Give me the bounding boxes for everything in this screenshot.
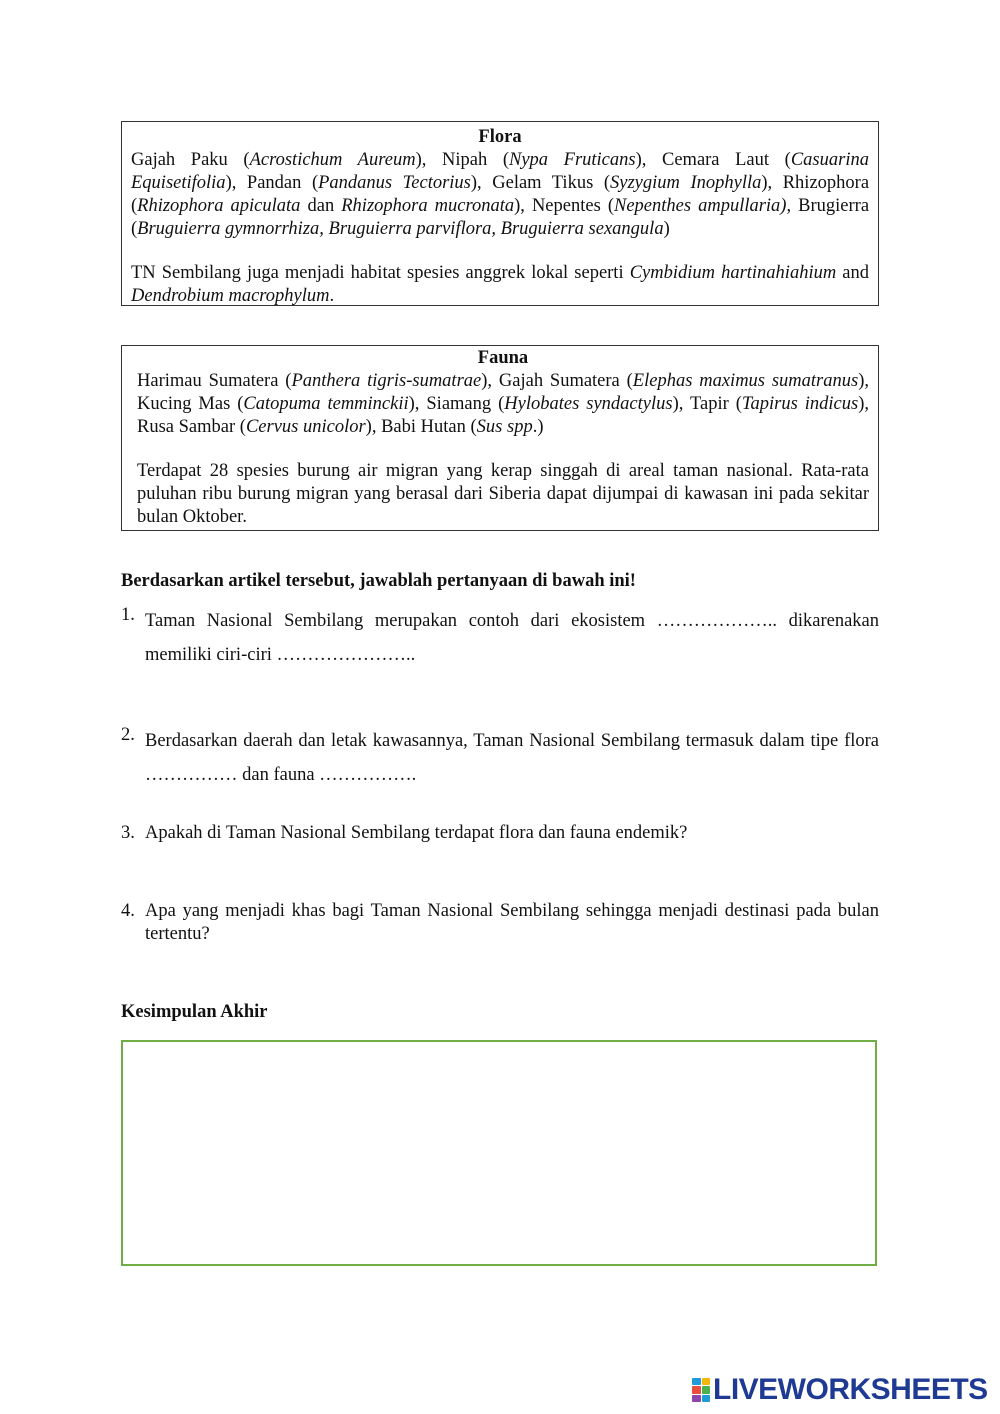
flora-orchid-note: TN Sembilang juga menjadi habitat spesies anggrek lokal seperti Cymbidium hartinahiahium and Dendrobium macrophylum. — [131, 263, 870, 306]
flora-name: Nipah — [441, 150, 488, 170]
conclusion-answer-box[interactable] — [121, 1040, 877, 1266]
fauna-bird-note: Terdapat 28 spesies burung air migran yang kerap singgah di areal taman nasional. Rata-rata puluhan ribu burung migran yang berasal dari Siberia dapat dijumpai di kawasan ini pada sekitar bulan Oktober. — [137, 461, 869, 527]
fauna-name: Siamang — [426, 394, 492, 414]
flora-box — [121, 121, 879, 306]
question-number: 2. — [121, 725, 135, 745]
question-text: Apakah di Taman Nasional Sembilang terdapat flora dan fauna endemik? — [145, 823, 688, 843]
flora-latin: Acrostichum Aureum — [249, 150, 416, 170]
flora-name: Rhizophora — [782, 173, 870, 193]
flora-latin: Syzygium Inophylla — [610, 173, 762, 193]
flora-name: Pandan — [246, 173, 302, 193]
flora-name: Gelam Tikus — [492, 173, 594, 193]
question-text: Apa yang menjadi khas bagi Taman Nasional Sembilang sehingga menjadi destinasi pada bulan tertentu? — [145, 901, 879, 944]
fauna-name: Tapir — [689, 394, 729, 414]
flora-latin: Casuarina Equisetifolia — [131, 150, 869, 193]
flora-latin: Bruguierra gymnorrhiza, Bruguierra parviflora, Bruguierra sexangula — [137, 219, 664, 239]
flora-latin: Nepenthes ampullaria) — [613, 196, 787, 216]
orchid-species: Dendrobium macrophylum — [131, 286, 330, 306]
question-item[interactable] — [121, 900, 879, 946]
question-number: 1. — [121, 605, 135, 625]
flora-name: Cemara Laut — [662, 150, 770, 170]
fauna-latin: Elephas maximus sumatranus — [632, 371, 859, 391]
question-item[interactable] — [121, 604, 879, 672]
fauna-latin: Catopuma temminckii — [243, 394, 409, 414]
question-text: Berdasarkan daerah dan letak kawasannya, Taman Nasional Sembilang termasuk dalam tipe flora …………… dan fauna ……………. — [145, 731, 879, 785]
fauna-latin: Cervus unicolor — [245, 417, 366, 437]
question-item[interactable] — [121, 724, 879, 792]
flora-joiner: dan — [307, 196, 335, 216]
liveworksheets-logo — [692, 1374, 988, 1406]
flora-name: Gajah Paku — [131, 150, 228, 170]
flora-species-list: Gajah Paku (Acrostichum Aureum), Nipah (Nypa Fruticans), Cemara Laut (Casuarina Equisetifolia), Pandan (Pandanus Tectorius), Gelam Tikus (Syzygium Inophylla), Rhizophora (Rhizophora apiculata dan Rhizophora mucronata), Nepentes (Nepenthes ampullaria), Brugierra (Bruguierra gymnorrhiza, Bruguierra parviflora, Bruguierra sexangula) — [131, 150, 870, 239]
flora-latin: Rhizophora mucronata — [341, 196, 515, 216]
fauna-name: Babi Hutan — [381, 417, 466, 437]
brand-name: LIVEWORKSHEETS — [713, 1373, 988, 1406]
fauna-latin: Sus spp — [476, 417, 533, 437]
flora-name: Nepentes — [531, 196, 601, 216]
fauna-name: Kucing Mas — [137, 394, 231, 414]
fauna-latin: Hylobates syndactylus — [504, 394, 673, 414]
questions-heading: Berdasarkan artikel tersebut, jawablah pertanyaan di bawah ini! — [121, 571, 636, 591]
question-number: 3. — [121, 823, 135, 843]
flora-latin: Pandanus Tectorius — [318, 173, 471, 193]
question-number: 4. — [121, 901, 135, 921]
flora-name: Brugierra — [798, 196, 870, 216]
fauna-name: Harimau Sumatera — [137, 371, 279, 391]
fauna-title: Fauna — [477, 348, 529, 368]
question-item[interactable] — [121, 822, 879, 845]
fauna-latin: Panthera tigris-sumatrae — [291, 371, 482, 391]
flora-latin: Nypa Fruticans — [508, 150, 636, 170]
orchid-species: Cymbidium hartinahiahium — [629, 263, 837, 283]
flora-latin: Rhizophora apiculata — [137, 196, 301, 216]
fauna-name: Rusa Sambar — [137, 417, 236, 437]
fauna-name: Gajah Sumatera — [498, 371, 620, 391]
liveworksheets-logo-icon — [692, 1378, 710, 1402]
conclusion-heading: Kesimpulan Akhir — [121, 1002, 268, 1022]
fauna-species-list: Harimau Sumatera (Panthera tigris-sumatrae), Gajah Sumatera (Elephas maximus sumatranus), Kucing Mas (Catopuma temminckii), Siamang (Hylobates syndactylus), Tapir (Tapirus indicus), Rusa Sambar (Cervus unicolor), Babi Hutan (Sus spp.) — [137, 371, 869, 437]
fauna-latin: Tapirus indicus — [741, 394, 859, 414]
question-text: Taman Nasional Sembilang merupakan contoh dari ekosistem ……………….. dikarenakan memiliki ciri-ciri ………………….. — [145, 611, 879, 665]
fauna-box — [121, 345, 879, 531]
flora-title: Flora — [478, 127, 522, 147]
